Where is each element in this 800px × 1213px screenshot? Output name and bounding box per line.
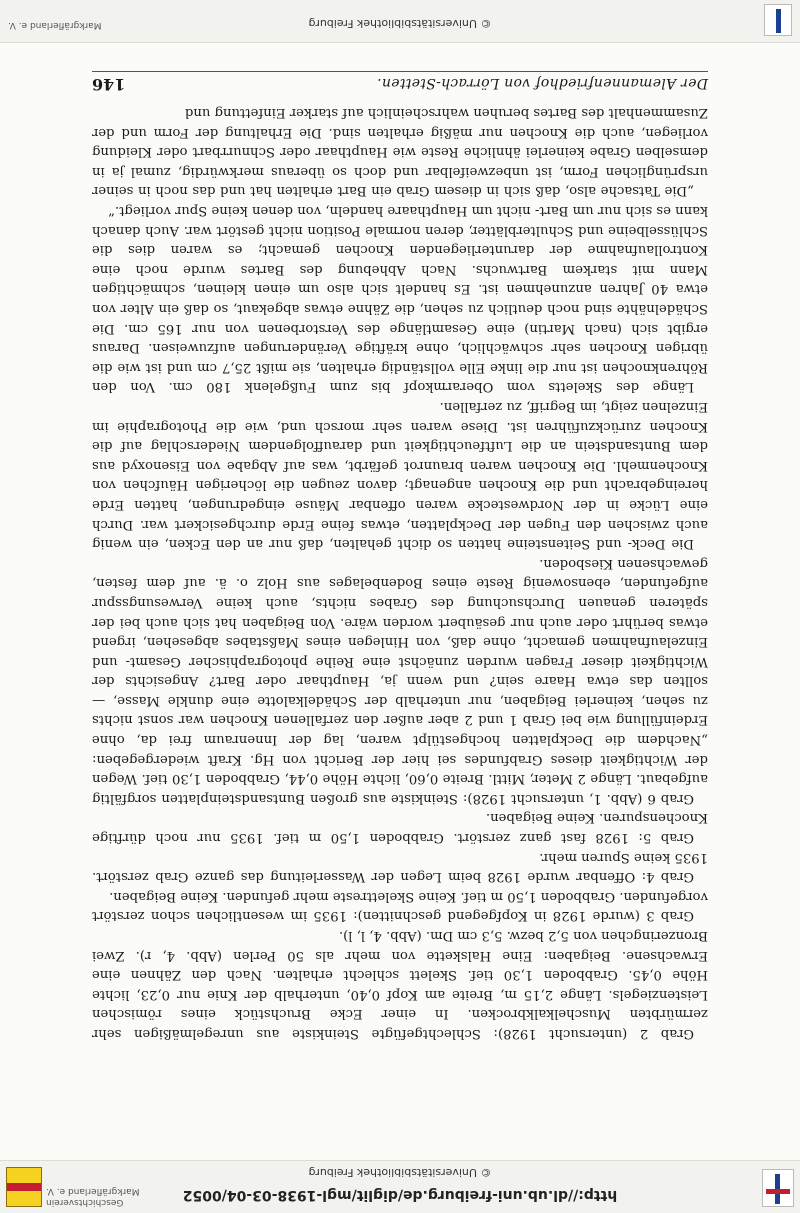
paragraph: Grab 3 (wurde 1928 in Kopfgegend geschnitten): 1935 im wesentlichen schon zerstört vorgefunden. Grabboden 1,50 m tief. Keine Skelettreste mehr gefunden. Keine Beigaben.: [92, 888, 708, 924]
paragraph: Grab 4: Offenbar wurde 1928 beim Legen der Wasserleitung das ganze Grab zerstört. 1935 keine Spuren mehr.: [92, 849, 708, 885]
page-number: 146: [92, 75, 126, 94]
viewer-footer: [0, 0, 800, 43]
footer-rights: © Universitätsbibliothek Freiburg: [308, 17, 492, 30]
rights-holder: Geschichtsverein Markgräflerland e. V.: [46, 1186, 140, 1207]
paragraph: „Die Tatsache also, daß sich in diesem Grab ein Bart erhalten hat und das noch in seiner ursprünglichen Form, ist unbezweifelbar und doch so überaus merkwürdig, zumal ja in demselben Grabe keinerlei ähnliche Reste wie Haupthaar oder Schnurrbart oder Kleidung vorliegen, auch die Knochen nur mäßig erhalten sind. Die Erhaltung der Form und der Zusammenhalt des Bartes beruhen wahrscheinlich auf starker Einfettung und: [92, 105, 708, 199]
footer-holder: Markgräflerland e. V.: [8, 20, 102, 30]
paragraph: Grab 5: 1928 fast ganz zerstört. Grabboden 1,50 m tief. 1935 nur noch dürftige Knochenspuren. Keine Beigaben.: [92, 810, 708, 846]
viewer-header: [0, 1160, 800, 1213]
society-crest-icon: [6, 1167, 42, 1207]
paragraph: Grab 2 (untersucht 1928): Schlechtgefügte Steinkiste aus unregelmäßigen sehr zermürbten Muschelkalkbrocken. In einer Ecke Bruchstück eines römischen Leistenziegels. Länge 2,15 m, Breite am Kopf 0,40, unterhalb der Knie nur 0,23, lichte Höhe 0,45. Grabboden 1,30 tief. Skelett schlecht erhalten. Nach den Zähnen eine Erwachsene. Beigaben: Eine Halskette von mehr als 50 Perlen (Abb. 4, r). Zwei Bronzeringchen von 5,2 bezw. 5,3 cm Dm. (Abb. 4, l, l).: [92, 928, 708, 1041]
paragraph: Länge des Skeletts vom Oberarmkopf bis zum Fußgelenk 180 cm. Von den Röhrenknochen ist nur die linke Elle vollständig erhalten, sie mißt 25,7 cm und ist wie die übrigen Knochen sehr schwächlich, ohne kräftige Veränderungen aufzuweisen. Daraus ergibt sich (nach Martin) eine Gesamtlänge des Verstorbenen von nur 165 cm. Die Schädelnähte sind noch deutlich zu sehen, die Zähne etwas abgekaut, so daß ein Alter von etwa 40 Jahren anzunehmen ist. Es handelt sich also um einen kleinen, schmächtigen Mann mit starkem Bartwuchs. Nach Abhebung des Bartes wurde noch eine Kontrollaufnahme der darunterliegenden Knochen gemacht; es waren dies die Schlüsselbeine und Schulterblätter, deren normale Position nicht gestört war. Auch danach kann es sich nur um Bart- nicht um Haupthaare handeln, von denen keine Spur vorliegt.“: [92, 203, 708, 395]
document-url[interactable]: http://dl.ub.uni-freiburg.de/diglit/mgl-1938-03-04/0052: [182, 1187, 618, 1203]
paragraph: Die Deck- und Seitensteine hatten so dicht gehalten, daß nur an den Ecken, ein wenig auch zwischen den Fugen der Deckplatten, etwas feine Erde durchgesickert war. Durch eine Lücke in der Nordwestecke waren offenbar Mäuse eingedrungen, hatten Erde hereingebracht und die Knochen angenagt; davon zeugen die löcherigen Häufchen von Knochenmehl. Die Knochen waren braunrot gefärbt, was auf Abgabe von Eisenoxyd aus dem Buntsandstein an die Luftfeuchtigkeit und darauffolgendem Niederschlag auf die Knochen zurückzuführen ist. Diese waren sehr morsch und, wie die Photographie im Einzelnen zeigt, im Begriff, zu zerfallen.: [92, 399, 708, 552]
rights-notice: © Universitätsbibliothek Freiburg: [308, 1166, 492, 1179]
running-title: Der Alemannenfriedhof von Lörrach-Stetten.: [376, 75, 708, 91]
page-body: [92, 103, 708, 1044]
paragraph: Grab 6 (Abb. 1, untersucht 1928): Steinkiste aus großen Buntsandsteinplatten sorgfältig aufgebaut. Länge 2 Meter, Mittl. Breite 0,60, lichte Höhe 0,44, Grabboden 1,30 tief. Wegen der Wichtigkeit dieses Grabfundes sei hier der Bericht von Hg. Kraft wiedergegeben: „Nachdem die Deckplatten hochgestülpt waren, lag der Innenraum frei da, ohne Erdeinfüllung wie bei Grab 1 und 2 aber außer den zerfallenen Knochen war sonst nichts zu sehen, keinerlei Beigaben, nur unterhalb der Schädelkalotte eine dunkle Masse, — sollten das etwa Haare sein? und wenn ja, Haupthaar oder Bart? Angesichts der Wichtigkeit dieser Fragen wurden zunächst eine Reihe photographischer Gesamt- und Einzelaufnahmen gemacht, ohne daß, von Hinlegen eines Maßstabes abgesehen, irgend etwas berührt oder auch nur gesäubert worden wäre. Von Beigaben hat sich auch bei der späteren genauen Durchsuchung des Grabes nichts, auch keine Verwesungsspur aufgefunden, ebensowenig Reste eines Bodenbelages aus Holz o. ä. auf dem festen, gewachsenen Kiesboden.: [92, 555, 708, 806]
running-head: [92, 71, 708, 94]
